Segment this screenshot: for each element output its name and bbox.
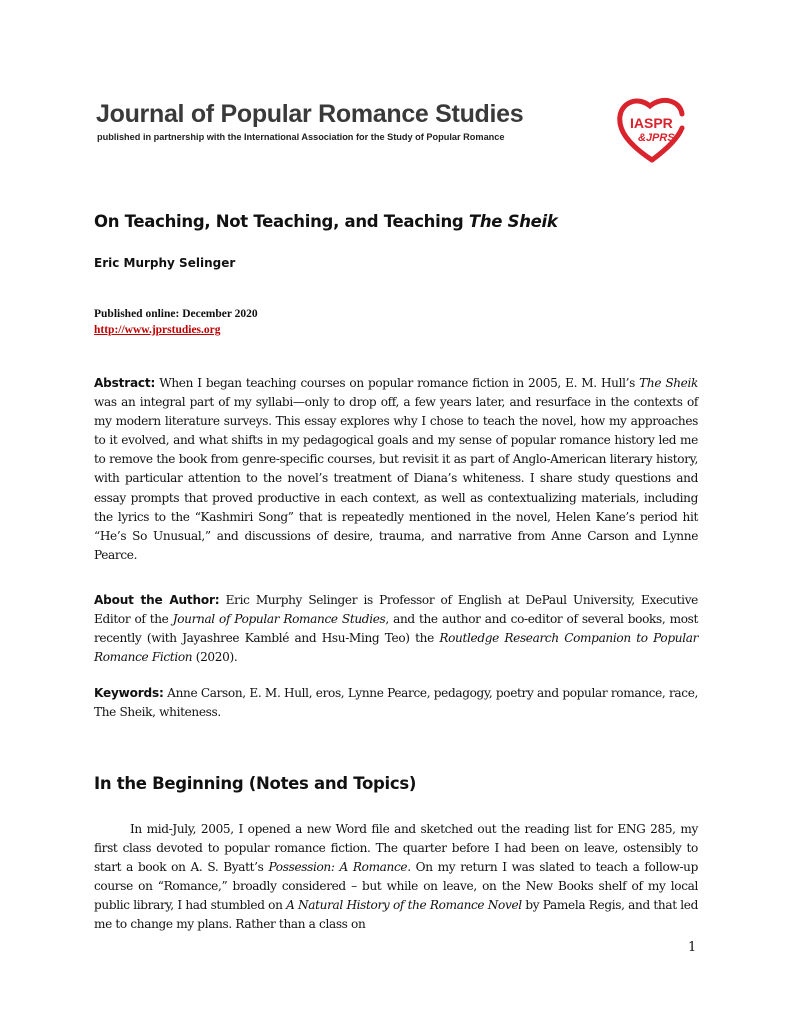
journal-url-link[interactable]: http://www.jprstudies.org <box>94 324 221 336</box>
published-date: Published online: December 2020 <box>94 308 258 320</box>
keywords-text: Anne Carson, E. M. Hull, eros, Lynne Pearce, pedagogy, poetry and popular romance, race, The Sheik, whiteness. <box>94 686 698 720</box>
publication-info <box>94 306 258 338</box>
abstract-italic-1: The Sheik <box>639 376 698 390</box>
logo-line2: &JPRS <box>638 132 675 144</box>
about-text-1: Eric Murphy Selinger is Professor of English at DePaul University, Executive Editor of the <box>94 593 698 627</box>
article-title-italic: The Sheik <box>468 212 558 231</box>
logo-line1: IASPR <box>630 115 673 131</box>
article-author: Eric Murphy Selinger <box>94 256 236 270</box>
article-title <box>94 212 558 231</box>
about-text-3: (2020). <box>192 650 238 665</box>
page-number: 1 <box>688 940 697 955</box>
body-text-2: . On my return I was slated to teach a follow-up course on “Romance,” broadly considered – but while on leave, on the New Books shelf of my local public library, I had stumbled on <box>94 860 699 913</box>
abstract-paragraph <box>94 374 698 565</box>
about-italic-2: Routledge Research Companion to Popular Romance Fiction <box>94 631 698 665</box>
keywords-label: Keywords: <box>94 686 164 700</box>
body-paragraph <box>94 820 698 935</box>
journal-header <box>96 100 696 160</box>
abstract-label: Abstract: <box>94 376 156 390</box>
abstract-text-2: was an integral part of my syllabi—only to drop off, a few years later, and resurface in the contexts of my modern literature surveys. This essay explores why I chose to teach the novel, how my approaches to it evolved, and what shifts in my pedagogical goals and my sense of popular romance history led me to remove the book from genre-specific courses, but revisit it as part of Anglo-American literary history, with particular attention to the novel’s treatment of Diana’s whiteness. I share study questions and essay prompts that proved productive in each context, as well as contextualizing materials, including the lyrics to the “Kashmiri Song” that is repeatedly mentioned in the novel, Helen Kane’s period hit “He’s So Unusual,” and discussions of desire, trauma, and narrative from Anne Carson and Lynne Pearce. <box>94 395 698 562</box>
journal-title: Journal of Popular Romance Studies <box>96 100 524 128</box>
body-italic-1: Possession: A Romance <box>268 860 408 875</box>
about-text-2: , and the author and co-editor of several books, most recently (with Jayashree Kamblé and Hsu-Ming Teo) the <box>94 612 698 646</box>
body-text-3: by Pamela Regis, and that led me to change my plans. Rather than a class on <box>94 898 698 932</box>
about-label: About the Author: <box>94 593 220 607</box>
section-heading: In the Beginning (Notes and Topics) <box>94 774 417 793</box>
heart-logo-icon <box>616 94 688 166</box>
journal-subtitle: published in partnership with the International Association for the Study of Popular Romance <box>97 132 505 142</box>
about-author-paragraph <box>94 591 698 667</box>
abstract-text-1: When I began teaching courses on popular romance fiction in 2005, E. M. Hull’s <box>155 376 640 390</box>
body-italic-2: A Natural History of the Romance Novel <box>286 898 522 913</box>
about-italic-1: Journal of Popular Romance Studies <box>172 612 386 627</box>
body-text-1: In mid-July, 2005, I opened a new Word file and sketched out the reading list for ENG 285, my first class devoted to popular romance fiction. The quarter before I had been on leave, ostensibly to start a book on A. S. Byatt’s <box>94 822 698 875</box>
keywords-paragraph <box>94 684 698 722</box>
article-title-prefix: On Teaching, Not Teaching, and Teaching <box>94 212 469 231</box>
